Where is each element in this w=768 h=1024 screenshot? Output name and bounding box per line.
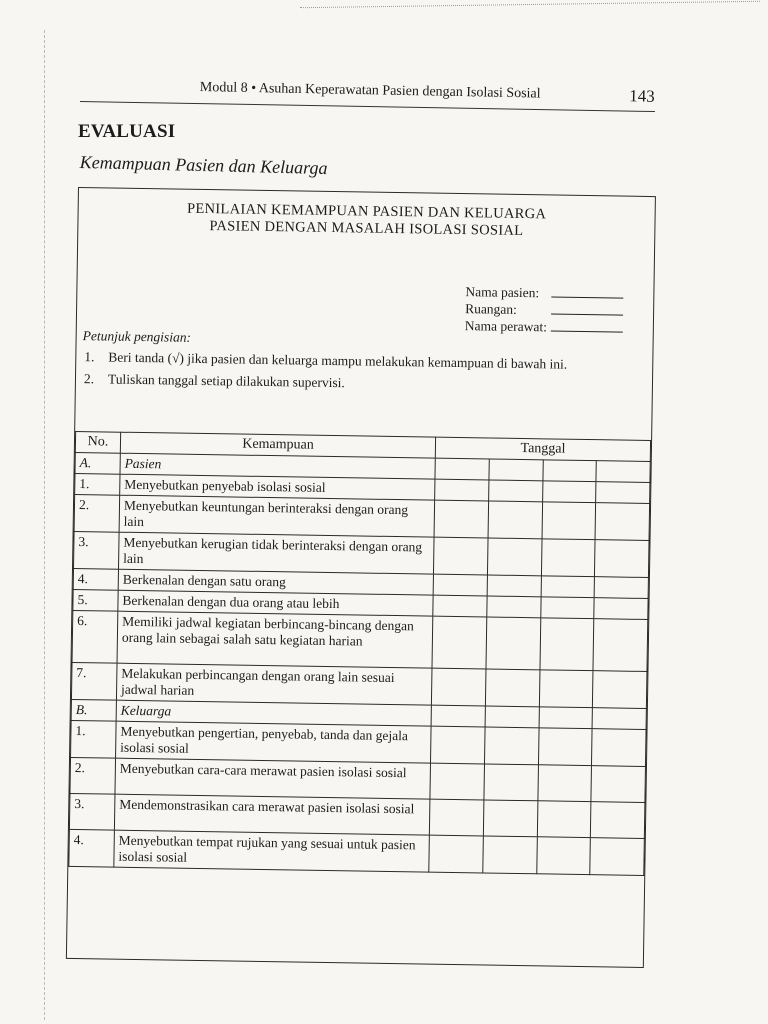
check-cell[interactable] — [484, 764, 538, 801]
check-cell[interactable] — [542, 481, 596, 503]
check-cell[interactable] — [435, 479, 489, 501]
row-skill: Menyebutkan cara-cara merawat pasien isolasi sosial — [115, 758, 431, 799]
check-cell[interactable] — [487, 575, 541, 597]
instruction-item — [82, 371, 642, 396]
date-cell — [596, 461, 650, 483]
check-cell[interactable] — [536, 837, 590, 875]
check-cell[interactable] — [541, 539, 595, 577]
date-cell — [435, 458, 489, 480]
row-number: 1. — [71, 720, 117, 758]
field-label: Nama perawat: — [464, 318, 548, 335]
field-label: Ruangan: — [465, 301, 517, 317]
row-number: 6. — [72, 610, 118, 663]
check-cell[interactable] — [434, 500, 488, 538]
row-skill: Berkenalan dengan satu orang — [118, 569, 433, 595]
date-cell — [489, 459, 543, 481]
check-cell[interactable] — [430, 763, 484, 800]
check-cell[interactable] — [485, 669, 539, 707]
check-cell[interactable] — [591, 766, 645, 803]
assessment-table — [68, 431, 651, 876]
header-skill: Kemampuan — [120, 432, 435, 458]
check-cell[interactable] — [595, 540, 649, 578]
blank-line[interactable] — [551, 296, 623, 298]
check-cell[interactable] — [484, 727, 538, 765]
date-cell — [485, 706, 539, 728]
instruction-item — [82, 349, 642, 374]
row-skill: Menyebutkan tempat rujukan yang sesuai untuk pasien isolasi sosial — [114, 830, 430, 872]
check-cell[interactable] — [537, 765, 591, 802]
section-title: EVALUASI — [78, 121, 176, 142]
row-number: 4. — [73, 568, 118, 590]
check-cell[interactable] — [431, 726, 485, 764]
check-cell[interactable] — [432, 616, 487, 669]
row-skill: Menyebutkan pengertian, penyebab, tanda dan gejala isolasi sosial — [116, 721, 432, 763]
check-cell[interactable] — [594, 598, 648, 620]
instructions-heading: Petunjuk pengisian: — [82, 328, 192, 345]
blank-line[interactable] — [551, 330, 623, 332]
row-number: 5. — [73, 589, 118, 611]
row-skill: Menyebutkan keuntungan berinteraksi dengan orang lain — [119, 495, 435, 537]
form-title — [78, 199, 654, 242]
check-cell[interactable] — [593, 671, 647, 709]
section-name: Pasien — [120, 453, 435, 479]
running-head-text: Modul 8 • Asuhan Keperawatan Pasien dengan Isolasi Sosial — [199, 79, 541, 102]
check-cell[interactable] — [433, 574, 487, 596]
check-cell[interactable] — [594, 577, 648, 599]
check-cell[interactable] — [483, 800, 537, 837]
form-title-line-1: PENILAIAN KEMAMPUAN PASIEN DAN KELUARGA — [186, 200, 547, 223]
check-cell[interactable] — [488, 501, 542, 539]
section-subtitle: Kemampuan Pasien dan Keluarga — [79, 152, 328, 179]
check-cell[interactable] — [541, 576, 595, 598]
row-skill: Melakukan perbincangan dengan orang lain sesuai jadwal harian — [116, 663, 432, 705]
row-skill: Memiliki jadwal kegiatan berbincang-bincang dengan orang lain sebagai salah satu kegiatan harian — [117, 611, 433, 668]
check-cell[interactable] — [539, 670, 593, 708]
check-cell[interactable] — [488, 480, 542, 502]
instructions — [82, 349, 643, 402]
check-cell[interactable] — [538, 728, 592, 766]
row-skill: Mendemonstrasikan cara merawat pasien isolasi sosial — [114, 794, 430, 835]
check-cell[interactable] — [540, 618, 595, 671]
page-number: 143 — [629, 86, 655, 106]
row-number: 3. — [74, 531, 120, 569]
date-cell — [431, 705, 485, 727]
check-cell[interactable] — [590, 838, 644, 876]
check-cell[interactable] — [593, 619, 648, 672]
instruction-text: Beri tanda (√) jika pasien dan keluarga mampu melakukan kemampuan di bawah ini. — [108, 349, 568, 372]
header-date: Tanggal — [435, 437, 650, 461]
instruction-text: Tuliskan tanggal setiap dilakukan supervisi. — [107, 371, 345, 391]
instruction-number: 1. — [84, 349, 95, 365]
table-row — [72, 610, 648, 671]
row-number: 2. — [70, 757, 116, 794]
check-cell[interactable] — [540, 597, 594, 619]
section-code: B. — [71, 699, 116, 721]
check-cell[interactable] — [487, 596, 541, 618]
check-cell[interactable] — [487, 538, 541, 576]
row-skill: Menyebutkan kerugian tidak berinteraksi dengan orang lain — [118, 532, 434, 574]
row-number: 7. — [71, 662, 117, 700]
row-number: 3. — [69, 793, 115, 830]
check-cell[interactable] — [483, 836, 537, 874]
field-label: Nama pasien: — [465, 284, 540, 301]
identity-fields — [465, 284, 624, 337]
row-skill: Berkenalan dengan dua orang atau lebih — [118, 590, 433, 616]
check-cell[interactable] — [434, 537, 488, 575]
check-cell[interactable] — [591, 802, 645, 839]
check-cell[interactable] — [595, 503, 649, 541]
assessment-form — [66, 187, 656, 968]
section-code: A. — [75, 452, 120, 474]
row-skill: Menyebutkan penyebab isolasi sosial — [120, 474, 435, 500]
date-cell — [539, 707, 593, 729]
page-top-edge — [300, 1, 760, 8]
check-cell[interactable] — [429, 799, 483, 836]
check-cell[interactable] — [592, 729, 646, 767]
page-edge — [44, 30, 46, 1020]
row-number: 1. — [75, 473, 120, 495]
date-cell — [542, 460, 596, 482]
form-title-line-2: PASIEN DENGAN MASALAH ISOLASI SOSIAL — [209, 218, 524, 239]
check-cell[interactable] — [596, 482, 650, 504]
header-no: No. — [75, 431, 120, 453]
row-number: 2. — [74, 494, 120, 532]
section-name: Keluarga — [116, 700, 431, 726]
instruction-number: 2. — [83, 371, 95, 387]
date-cell — [592, 708, 646, 730]
check-cell[interactable] — [537, 801, 591, 838]
row-number: 4. — [69, 829, 115, 867]
blank-line[interactable] — [551, 313, 623, 315]
check-cell[interactable] — [429, 835, 483, 873]
field-nurse-name[interactable] — [465, 318, 623, 337]
check-cell[interactable] — [542, 502, 596, 540]
check-cell[interactable] — [433, 595, 487, 617]
check-cell[interactable] — [486, 617, 541, 670]
check-cell[interactable] — [432, 668, 486, 706]
running-header — [200, 78, 655, 111]
table-row — [69, 829, 645, 875]
